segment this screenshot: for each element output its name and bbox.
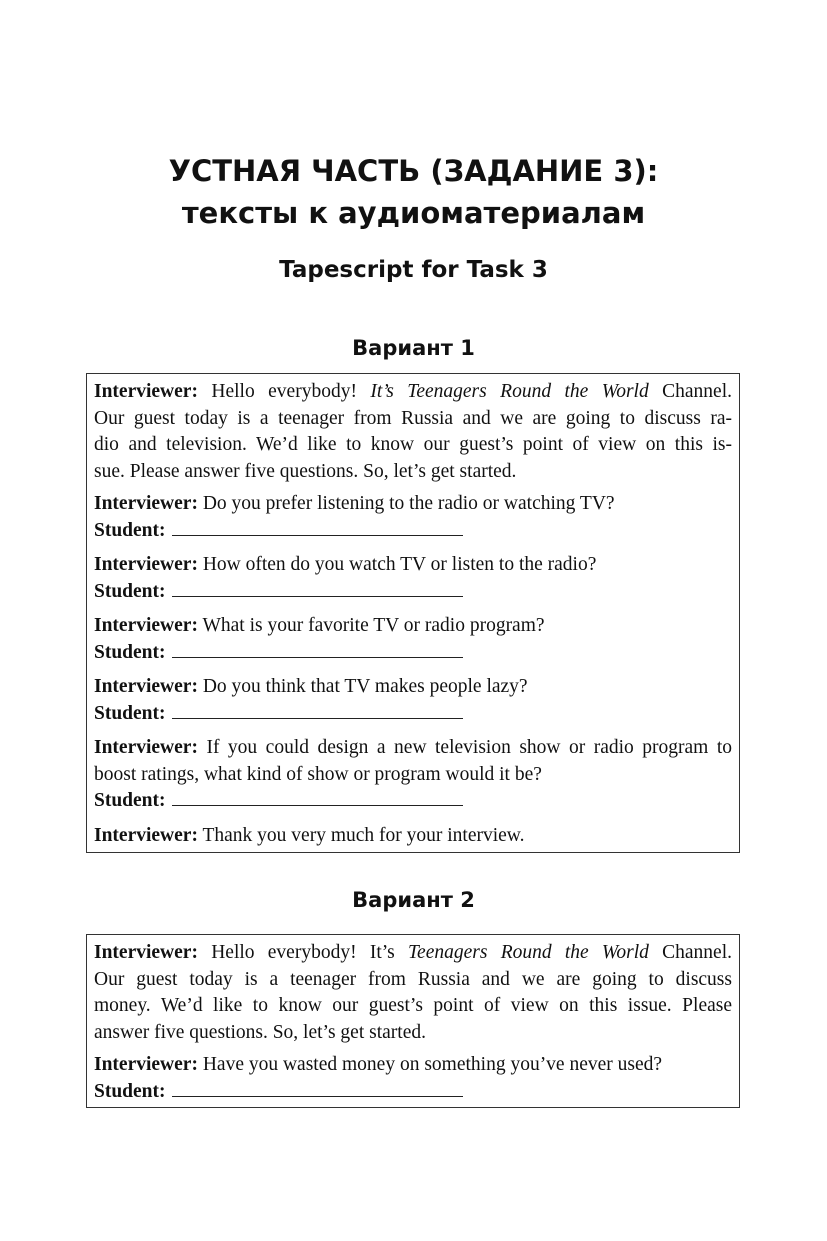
page-title: УСТНАЯ ЧАСТЬ (ЗАДАНИЕ 3): [168, 154, 659, 188]
variant-2-heading: Вариант 2 [352, 888, 475, 912]
closing-text: Thank you very much for your interview. [202, 824, 525, 846]
intro-line [94, 379, 732, 406]
channel-name: It’s Teenagers Round the World [370, 381, 649, 402]
question-text: Do you prefer listening to the radio or watching TV? [202, 493, 615, 514]
student-label: Student: [94, 519, 166, 541]
question-text: boost ratings, what kind of show or program would it be? [94, 763, 542, 785]
channel-name: Teenagers Round the World [408, 942, 649, 963]
answer-blank [172, 641, 463, 658]
intro-line: Our guest today is a teenager from Russia and we are going to discuss [94, 968, 732, 990]
question-text: Have you wasted money on something you’ve never used? [202, 1054, 663, 1075]
interviewer-label: Interviewer: [94, 493, 198, 514]
intro-text: Hello everybody! It’s [211, 942, 408, 963]
intro-paragraph [94, 379, 732, 485]
question-block [94, 674, 732, 727]
intro-line: Our guest today is a teenager from Russia and we are going to discuss ra- [94, 407, 732, 429]
question-text: How often do you watch TV or listen to the radio? [202, 554, 597, 575]
variant-1-box [86, 373, 740, 853]
intro-text: Hello everybody! [211, 381, 371, 402]
answer-blank [172, 702, 463, 719]
answer-blank [172, 519, 463, 536]
answer-blank [172, 580, 463, 597]
intro-line: sue. Please answer five questions. So, let’s get started. [94, 460, 517, 482]
interviewer-label: Interviewer: [94, 615, 198, 636]
student-label: Student: [94, 790, 166, 811]
intro-line [94, 940, 732, 967]
variant-2-box [86, 934, 740, 1108]
student-label: Student: [94, 702, 166, 724]
intro-line: money. We’d like to know our guest’s point of view on this issue. Please [94, 995, 732, 1016]
intro-text: Channel. [648, 381, 733, 402]
interviewer-label: Interviewer: [94, 737, 198, 758]
intro-line: dio and television. We’d like to know our guest’s point of view on this is- [94, 434, 732, 455]
intro-text: Channel. [648, 942, 732, 963]
student-label: Student: [94, 641, 166, 663]
interviewer-label: Interviewer: [94, 824, 198, 846]
interviewer-label: Interviewer: [94, 554, 198, 575]
interviewer-label: Interviewer: [94, 676, 198, 697]
closing-block [94, 823, 732, 850]
question-block [94, 1052, 732, 1105]
interviewer-label: Interviewer: [94, 1054, 198, 1075]
student-label: Student: [94, 1080, 166, 1102]
question-block [94, 491, 732, 544]
page-subtitle: тексты к аудиоматериалам [181, 196, 646, 230]
question-text: If you could design a new television show or radio program to [206, 737, 732, 758]
student-label: Student: [94, 580, 166, 602]
question-block [94, 735, 732, 815]
variant-1-heading: Вариант 1 [352, 336, 475, 360]
question-block [94, 613, 732, 666]
interviewer-label: Interviewer: [94, 381, 198, 402]
intro-line: answer five questions. So, let’s get started. [94, 1021, 426, 1043]
question-text: What is your favorite TV or radio program? [202, 615, 545, 636]
tapescript-heading: Tapescript for Task 3 [279, 257, 548, 283]
answer-blank [172, 789, 463, 806]
intro-paragraph [94, 940, 732, 1046]
interviewer-label: Interviewer: [94, 942, 198, 963]
answer-blank [172, 1080, 463, 1097]
question-text: Do you think that TV makes people lazy? [202, 676, 528, 697]
question-block [94, 552, 732, 605]
